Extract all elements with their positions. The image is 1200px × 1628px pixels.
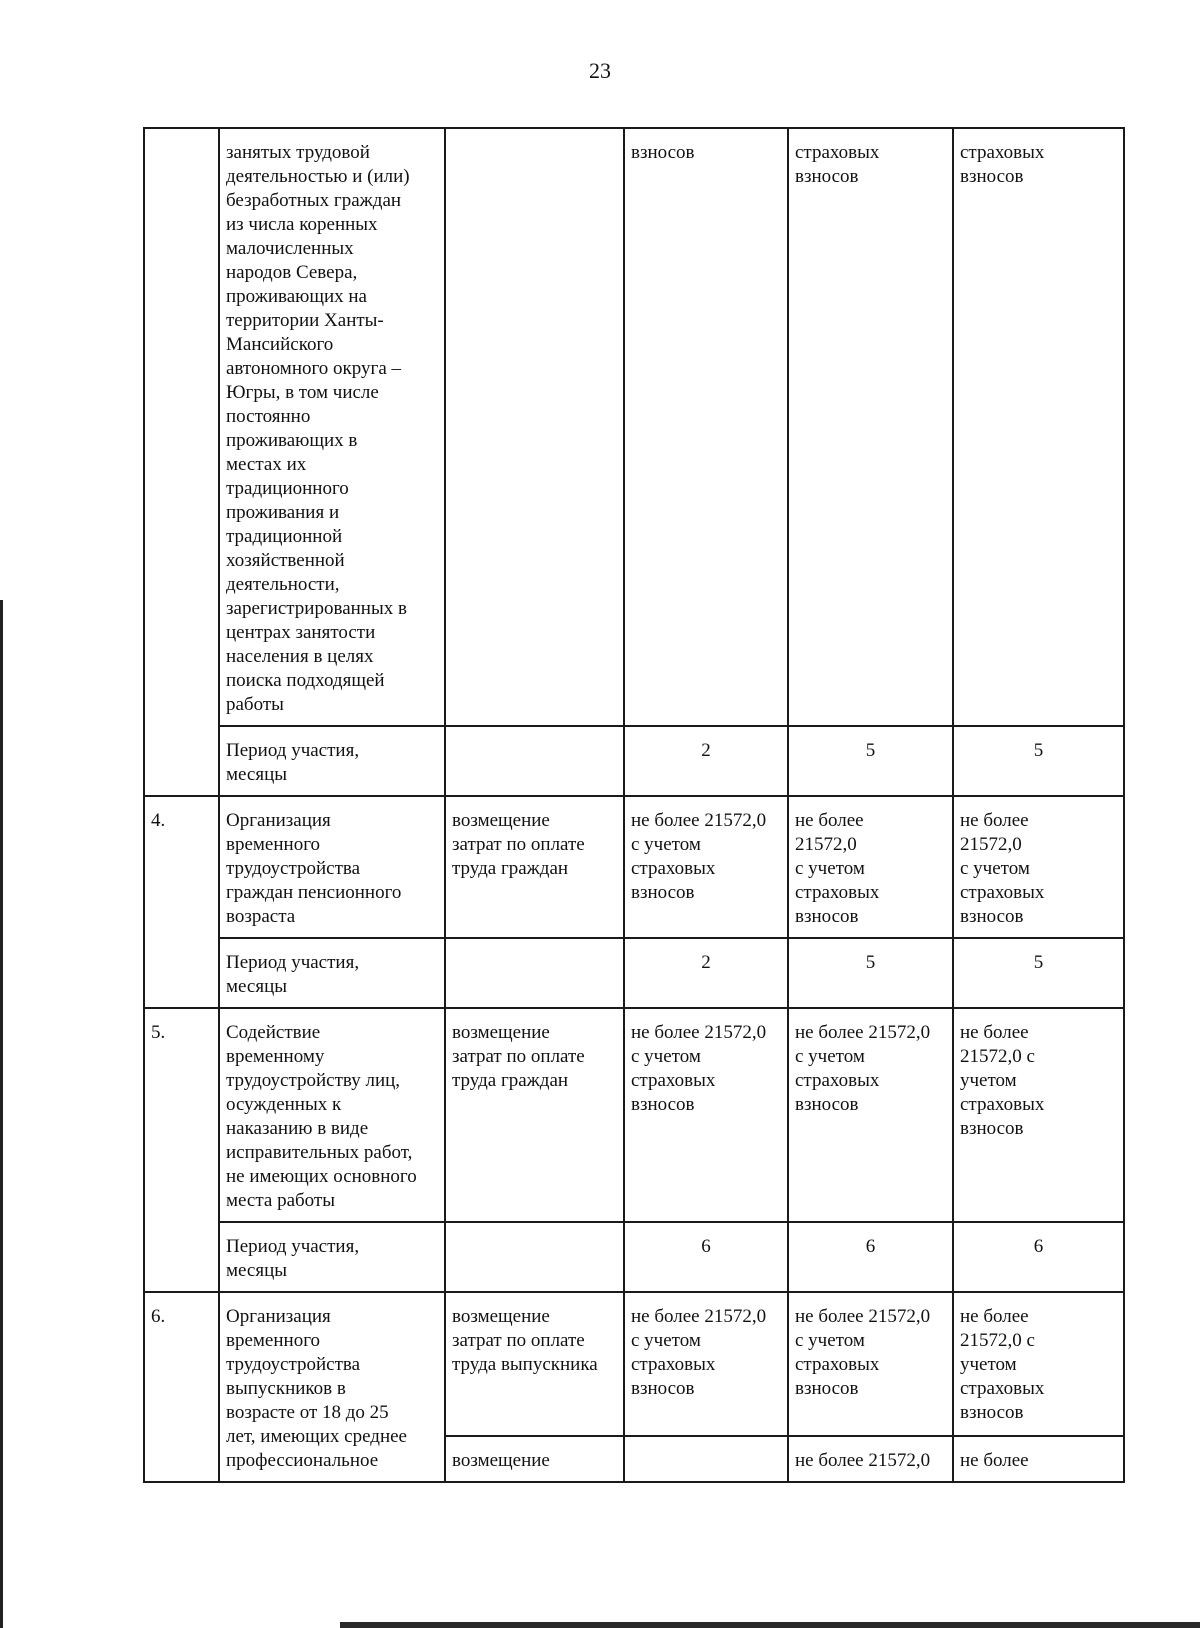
amount-cell-year-2: не более 21572,0 с учетом страховых взносов xyxy=(788,1008,953,1222)
amount-cell-year-2: страховых взносов xyxy=(788,128,953,726)
amount-cell-year-1: взносов xyxy=(624,128,788,726)
row-number: 4. xyxy=(144,796,219,1008)
table-row xyxy=(144,796,1124,938)
row-number: 5. xyxy=(144,1008,219,1292)
amount-cell-year-2: не более 21572,0 с учетом страховых взносов xyxy=(788,1292,953,1436)
period-value-year-3: 5 xyxy=(953,726,1124,796)
amount-cell-year-3: страховых взносов xyxy=(953,128,1124,726)
scan-margin-line xyxy=(0,600,3,1628)
period-empty-cell xyxy=(445,1222,624,1292)
amount-cell-year-1: не более 21572,0 с учетом страховых взносов xyxy=(624,1292,788,1436)
support-type-cell: возмещение затрат по оплате труда граждан xyxy=(445,1008,624,1222)
period-value-year-1: 6 xyxy=(624,1222,788,1292)
amount-cell-year-1: не более 21572,0 с учетом страховых взносов xyxy=(624,1008,788,1222)
measure-cell: Организация временного трудоустройства выпускников в возрасте от 18 до 25 лет, имеющих среднее профессиональное xyxy=(219,1292,445,1482)
period-empty-cell xyxy=(445,938,624,1008)
period-row xyxy=(144,1222,1124,1292)
row-number xyxy=(144,128,219,796)
period-value-year-2: 6 xyxy=(788,1222,953,1292)
table-row xyxy=(144,1292,1124,1436)
measure-cell: Содействие временному трудоустройству лиц, осужденных к наказанию в виде исправительных работ, не имеющих основного места работы xyxy=(219,1008,445,1222)
amount-cell-year-2: не более 21572,0 xyxy=(788,1436,953,1483)
period-value-year-3: 6 xyxy=(953,1222,1124,1292)
scan-edge-bar xyxy=(340,1622,1200,1628)
support-type-cell xyxy=(445,128,624,726)
amount-cell-year-3: не более 21572,0 с учетом страховых взносов xyxy=(953,796,1124,938)
amount-cell-year-3: не более 21572,0 с учетом страховых взносов xyxy=(953,1008,1124,1222)
support-type-cell: возмещение затрат по оплате труда граждан xyxy=(445,796,624,938)
period-value-year-1: 2 xyxy=(624,726,788,796)
measure-cell: занятых трудовой деятельностью и (или) безработных граждан из числа коренных малочисленных народов Севера, проживающих на территории Ханты- Мансийского автономного округа – Югры, в том числе постоянно проживающих в местах их традиционного проживания и традиционной хозяйственной деятельности, зарегистрированных в центрах занятости населения в целях поиска подходящей работы xyxy=(219,128,445,726)
page-number: 23 xyxy=(589,58,611,83)
subsidy-table xyxy=(143,127,1125,1483)
period-row xyxy=(144,726,1124,796)
period-label: Период участия, месяцы xyxy=(219,1222,445,1292)
amount-cell-year-2: не более 21572,0 с учетом страховых взносов xyxy=(788,796,953,938)
period-empty-cell xyxy=(445,726,624,796)
period-value-year-1: 2 xyxy=(624,938,788,1008)
support-type-cell: возмещение xyxy=(445,1436,624,1483)
measure-cell: Организация временного трудоустройства граждан пенсионного возраста xyxy=(219,796,445,938)
row-number: 6. xyxy=(144,1292,219,1482)
period-row xyxy=(144,938,1124,1008)
period-value-year-2: 5 xyxy=(788,938,953,1008)
amount-cell-year-3: не более 21572,0 с учетом страховых взносов xyxy=(953,1292,1124,1436)
table-row xyxy=(144,128,1124,726)
amount-cell-year-3: не более xyxy=(953,1436,1124,1483)
period-label: Период участия, месяцы xyxy=(219,726,445,796)
table-row xyxy=(144,1008,1124,1222)
amount-cell-year-1: не более 21572,0 с учетом страховых взносов xyxy=(624,796,788,938)
support-type-cell: возмещение затрат по оплате труда выпускника xyxy=(445,1292,624,1436)
amount-cell-year-1 xyxy=(624,1436,788,1483)
period-label: Период участия, месяцы xyxy=(219,938,445,1008)
period-value-year-3: 5 xyxy=(953,938,1124,1008)
period-value-year-2: 5 xyxy=(788,726,953,796)
